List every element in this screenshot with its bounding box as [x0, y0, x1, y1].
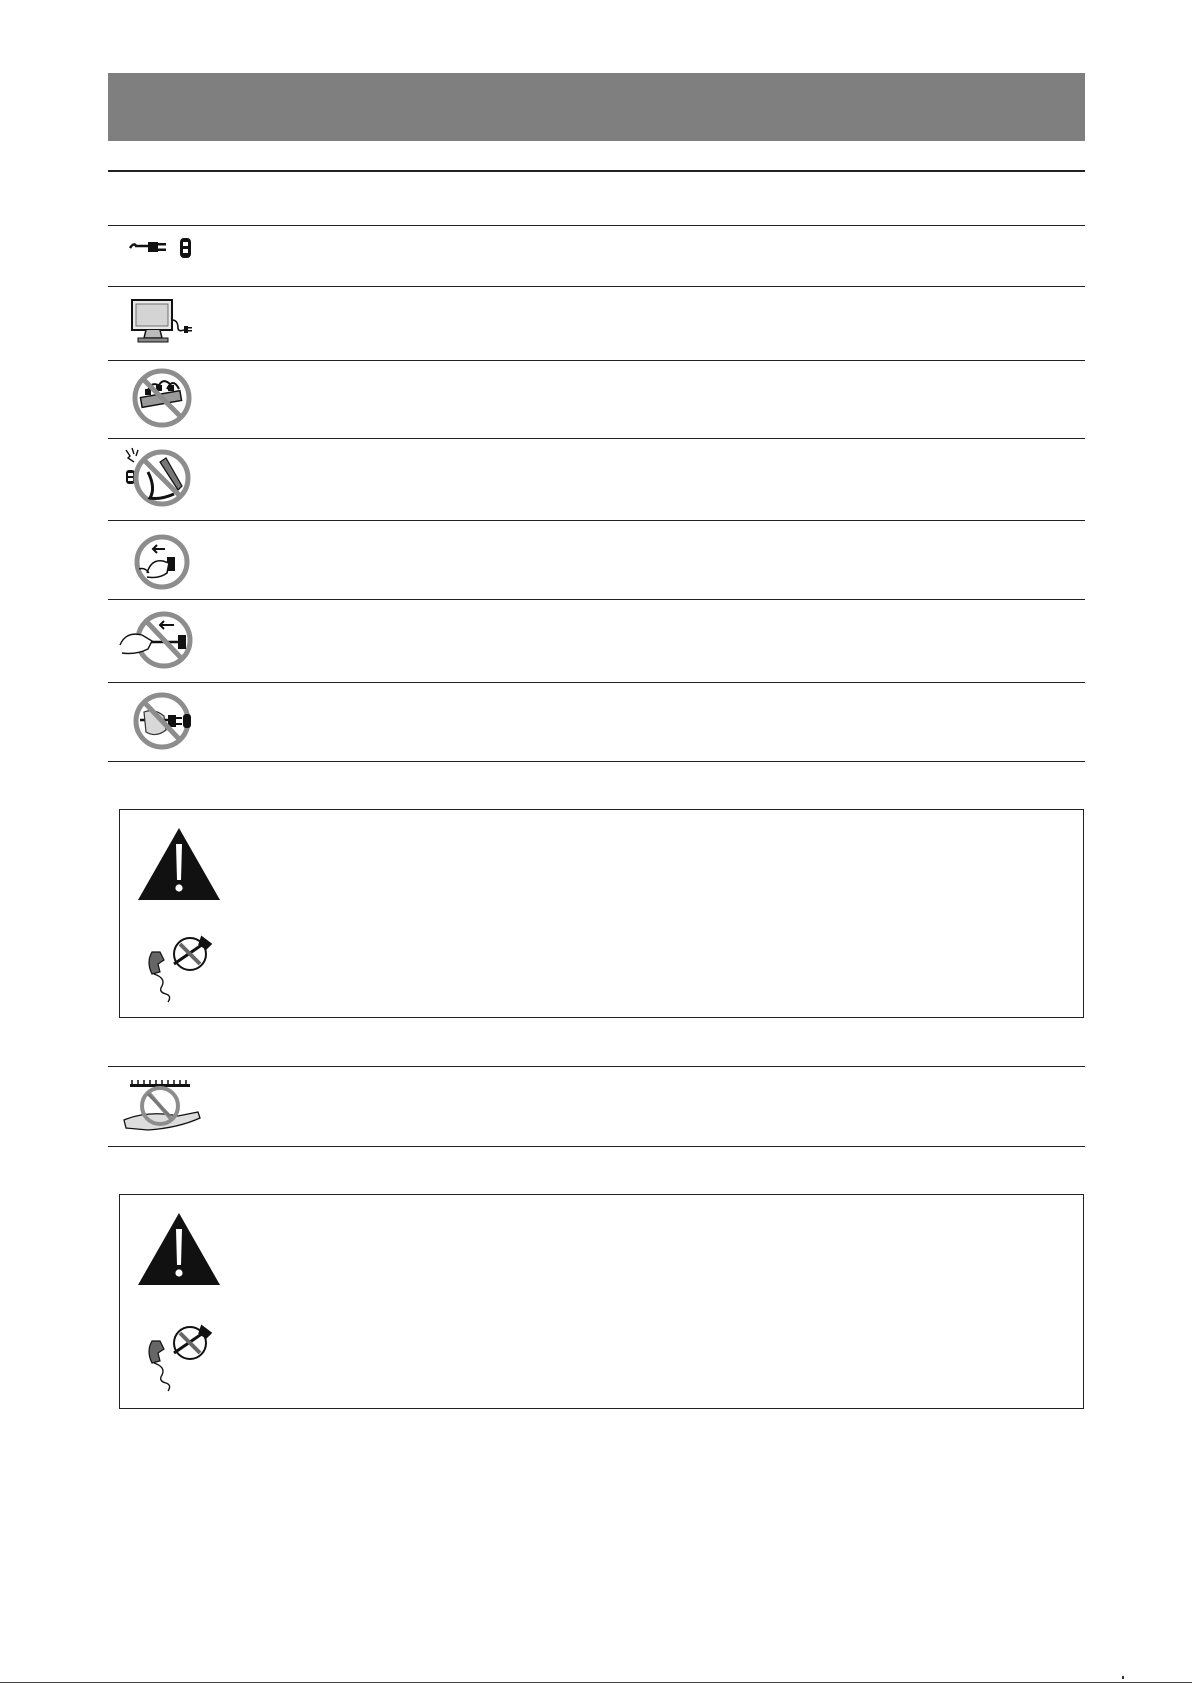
no-unstable-surface-icon	[118, 1076, 204, 1138]
no-pull-by-cord-icon	[118, 609, 200, 671]
power-cord-icon	[128, 234, 194, 264]
warning-triangle-icon	[136, 1211, 222, 1292]
warning-box	[119, 1194, 1084, 1409]
section-title-bar	[108, 73, 1085, 141]
row-divider	[108, 286, 1085, 287]
row-divider	[108, 225, 1085, 226]
no-overloaded-outlet-icon	[131, 367, 193, 429]
table-bottom-rule	[108, 761, 1085, 762]
monitor-with-cord-icon	[126, 296, 196, 348]
row-divider	[108, 1066, 1085, 1067]
row-divider	[108, 599, 1085, 600]
row-divider	[108, 682, 1085, 683]
row-divider	[108, 438, 1085, 439]
no-damaged-cord-icon	[120, 442, 200, 514]
row-divider	[108, 360, 1085, 361]
warning-triangle-icon	[136, 826, 222, 907]
page-mark	[1122, 1676, 1124, 1679]
table-top-rule	[108, 170, 1085, 172]
row-divider	[108, 520, 1085, 521]
service-call-icon	[144, 934, 216, 1009]
row-divider	[108, 1146, 1085, 1147]
unplug-by-plug-icon	[133, 533, 191, 591]
no-wet-hands-icon	[132, 690, 196, 752]
service-call-icon	[144, 1323, 216, 1398]
footer-rule	[0, 1682, 1192, 1683]
warning-box	[119, 809, 1084, 1018]
